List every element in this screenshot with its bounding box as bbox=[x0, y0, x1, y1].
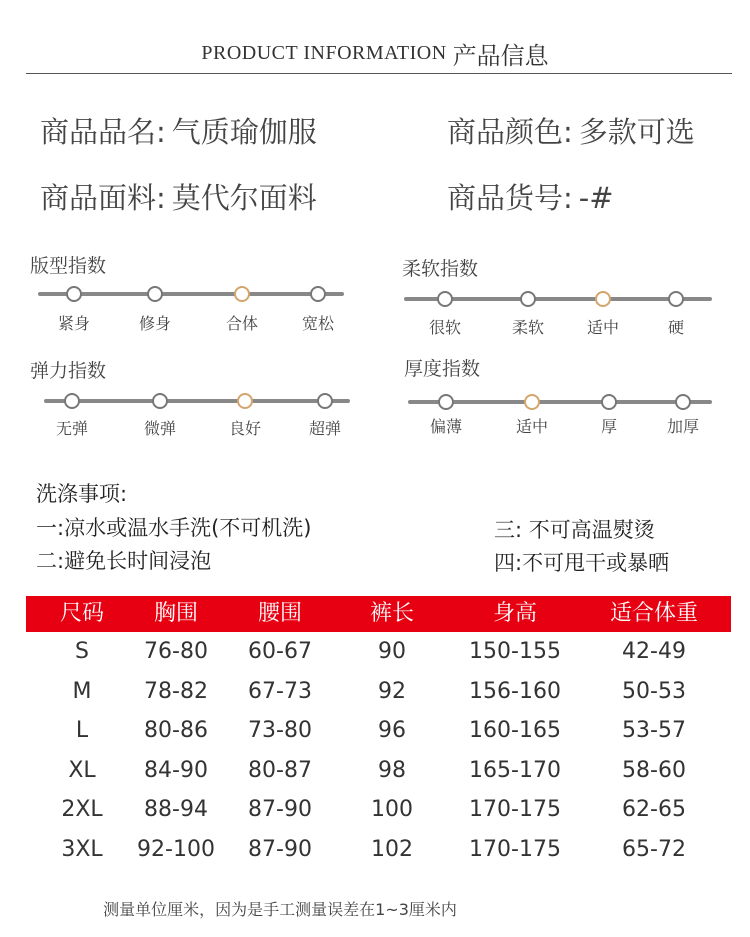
size-table-header-cell: 身高 bbox=[492, 601, 537, 626]
care-item-4: 四:不可甩干或暴晒 bbox=[494, 551, 670, 575]
table-cell: L bbox=[75, 718, 89, 744]
page-title bbox=[0, 36, 750, 71]
gauge-marker bbox=[675, 394, 691, 410]
gauge-tick-label: 硬 bbox=[667, 318, 684, 337]
table-cell: 170-175 bbox=[469, 797, 561, 823]
product-sku-label: 商品货号: bbox=[447, 181, 573, 215]
size-table-header-cell: 腰围 bbox=[257, 601, 302, 626]
measurement-note: 测量单位厘米，因为是手工测量误差在1~3厘米内 bbox=[103, 900, 457, 919]
gauge-tick-label: 偏薄 bbox=[429, 417, 462, 436]
gauge-marker bbox=[668, 291, 684, 307]
title-chinese: 产品信息 bbox=[452, 42, 549, 70]
size-table-header-cell: 尺码 bbox=[59, 601, 104, 626]
product-name-value: 气质瑜伽服 bbox=[171, 115, 317, 149]
care-title: 洗涤事项: bbox=[36, 482, 128, 506]
gauge-title: 柔软指数 bbox=[402, 258, 479, 280]
gauge-tick-label: 适中 bbox=[515, 417, 548, 436]
gauge-tick-label: 厚 bbox=[600, 417, 617, 436]
gauge-tick-label: 紧身 bbox=[57, 314, 90, 333]
table-cell: S bbox=[75, 639, 89, 664]
product-fabric-label: 商品面料: bbox=[40, 181, 166, 215]
product-name-label: 商品品名: bbox=[40, 115, 166, 149]
table-row bbox=[26, 672, 731, 712]
gauge-tick-label: 加厚 bbox=[666, 417, 699, 436]
table-cell: 80-86 bbox=[144, 718, 208, 744]
gauge-marker-selected bbox=[237, 393, 253, 409]
table-cell: 160-165 bbox=[469, 718, 561, 744]
product-sku-value: -# bbox=[578, 181, 614, 215]
table-cell: 92-100 bbox=[137, 836, 215, 862]
gauge-marker bbox=[601, 394, 617, 410]
gauge-tick-label: 宽松 bbox=[301, 314, 334, 333]
table-row bbox=[26, 751, 731, 791]
table-row bbox=[26, 632, 731, 672]
table-cell: 62-65 bbox=[622, 797, 686, 823]
gauge-tick-label: 微弹 bbox=[143, 419, 176, 438]
table-cell: 100 bbox=[371, 797, 413, 823]
table-cell: 3XL bbox=[61, 836, 103, 862]
table-cell: 150-155 bbox=[469, 639, 561, 664]
table-cell: 67-73 bbox=[248, 678, 312, 704]
table-cell: 53-57 bbox=[622, 718, 686, 744]
size-table-body bbox=[26, 632, 731, 870]
gauge-marker bbox=[310, 286, 326, 302]
gauge-marker bbox=[437, 291, 453, 307]
title-english: PRODUCT INFORMATION bbox=[201, 42, 447, 64]
table-cell: 42-49 bbox=[622, 639, 686, 664]
size-table bbox=[26, 596, 731, 870]
gauge-track bbox=[38, 292, 344, 296]
table-cell: 58-60 bbox=[622, 757, 686, 783]
gauge-marker bbox=[317, 393, 333, 409]
gauge-marker-selected bbox=[595, 291, 611, 307]
table-row bbox=[26, 830, 731, 870]
product-fabric-value: 莫代尔面料 bbox=[171, 181, 317, 215]
product-color-label: 商品颜色: bbox=[447, 115, 573, 149]
gauge-title: 厚度指数 bbox=[404, 358, 481, 380]
table-cell: 78-82 bbox=[144, 678, 208, 704]
gauge-tick-label: 修身 bbox=[138, 314, 171, 333]
product-fabric-row bbox=[40, 176, 317, 217]
size-table-header bbox=[26, 596, 731, 632]
table-cell: XL bbox=[68, 757, 96, 783]
table-cell: 2XL bbox=[61, 797, 103, 823]
table-cell: 156-160 bbox=[469, 678, 561, 704]
gauge-marker bbox=[64, 393, 80, 409]
gauge-tick-label: 无弹 bbox=[55, 419, 88, 438]
gauge-marker-selected bbox=[234, 286, 250, 302]
size-table-header-cell: 适合体重 bbox=[609, 601, 698, 626]
gauge-track bbox=[44, 399, 350, 403]
table-cell: 65-72 bbox=[622, 836, 686, 862]
table-cell: 84-90 bbox=[144, 757, 208, 783]
table-cell: 87-90 bbox=[248, 836, 312, 862]
table-cell: 60-67 bbox=[248, 639, 312, 664]
table-row bbox=[26, 790, 731, 830]
table-cell: 73-80 bbox=[248, 718, 312, 744]
table-cell: 90 bbox=[378, 639, 406, 664]
gauge-title: 版型指数 bbox=[30, 255, 107, 277]
table-cell: 98 bbox=[378, 757, 406, 783]
gauge-tick-label: 合体 bbox=[225, 314, 258, 333]
gauge-marker bbox=[152, 393, 168, 409]
product-sku-row bbox=[447, 176, 614, 217]
gauge-tick-label: 良好 bbox=[228, 419, 261, 438]
gauge-marker bbox=[520, 291, 536, 307]
table-cell: 50-53 bbox=[622, 678, 686, 704]
table-cell: 76-80 bbox=[144, 639, 208, 664]
gauge-marker bbox=[66, 286, 82, 302]
table-cell: M bbox=[72, 678, 92, 704]
table-cell: 102 bbox=[371, 836, 413, 862]
care-item-1: 一:凉水或温水手洗(不可机洗) bbox=[36, 516, 312, 540]
gauge-marker bbox=[438, 394, 454, 410]
size-table-header-cell: 裤长 bbox=[369, 601, 414, 626]
product-color-row bbox=[447, 110, 695, 151]
gauge-title: 弹力指数 bbox=[30, 360, 107, 382]
gauge-tick-label: 超弹 bbox=[308, 419, 341, 438]
header-divider bbox=[26, 73, 732, 74]
table-row bbox=[26, 711, 731, 751]
care-item-2: 二:避免长时间浸泡 bbox=[36, 549, 212, 573]
product-name-row bbox=[40, 110, 317, 151]
gauge-tick-label: 适中 bbox=[586, 318, 619, 337]
gauge-tick-label: 很软 bbox=[428, 318, 461, 337]
gauge-marker-selected bbox=[524, 394, 540, 410]
table-cell: 88-94 bbox=[144, 797, 208, 823]
gauge-marker bbox=[147, 286, 163, 302]
size-table-header-cell: 胸围 bbox=[153, 601, 198, 626]
table-cell: 87-90 bbox=[248, 797, 312, 823]
table-cell: 80-87 bbox=[248, 757, 312, 783]
table-cell: 165-170 bbox=[469, 757, 561, 783]
table-cell: 96 bbox=[378, 718, 406, 744]
gauge-tick-label: 柔软 bbox=[511, 318, 544, 337]
table-cell: 170-175 bbox=[469, 836, 561, 862]
care-item-3: 三: 不可高温熨烫 bbox=[494, 518, 655, 542]
table-cell: 92 bbox=[378, 678, 406, 704]
page-header bbox=[0, 0, 750, 76]
product-color-value: 多款可选 bbox=[578, 115, 695, 149]
